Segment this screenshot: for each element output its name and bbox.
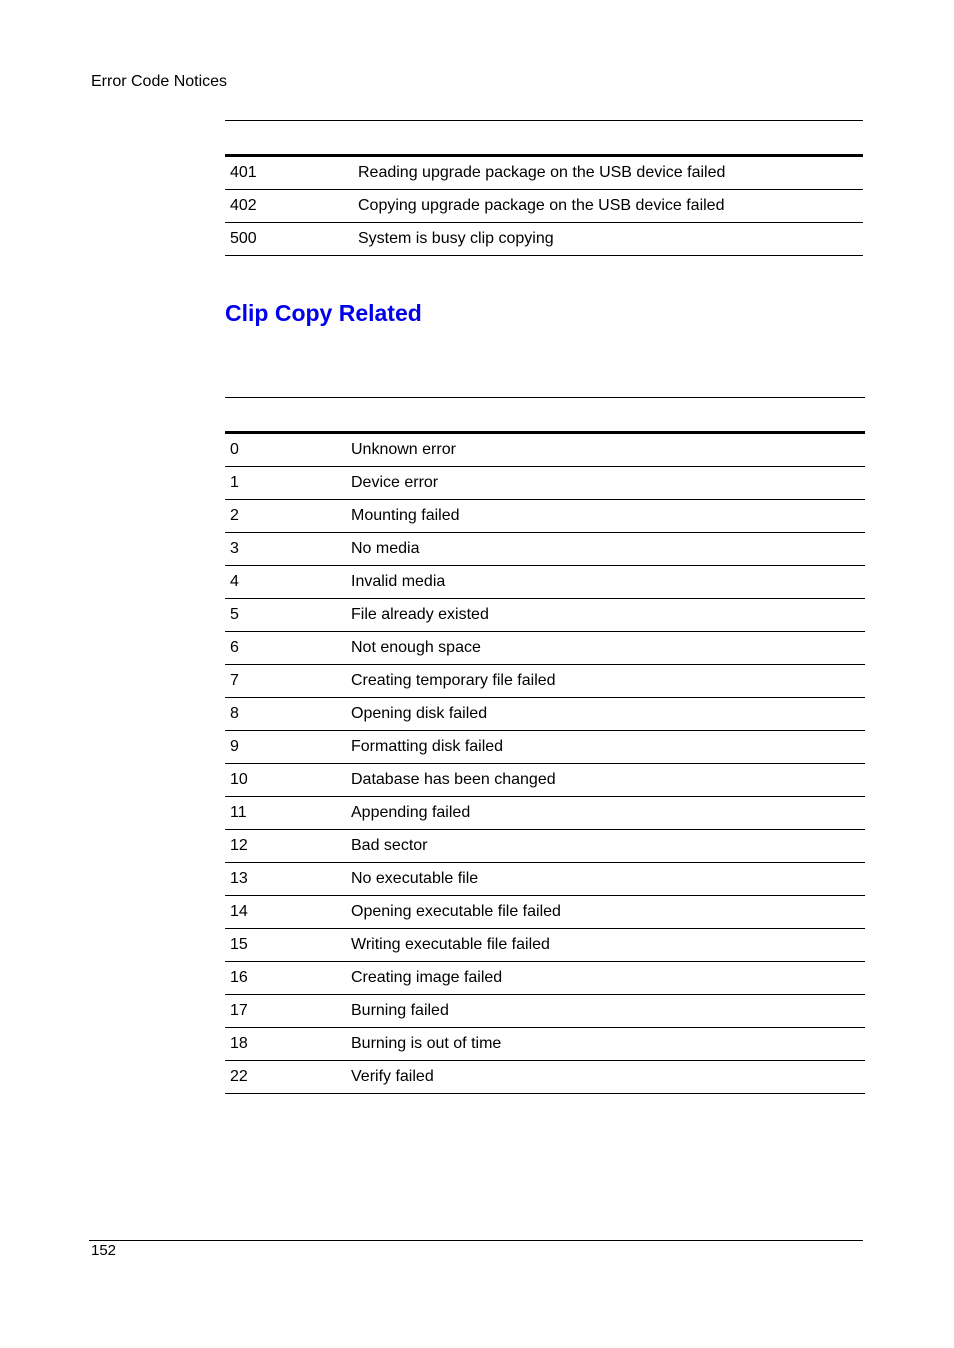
table-row <box>225 962 865 995</box>
table-row <box>225 797 865 830</box>
table-row <box>225 223 863 256</box>
error-description: Appending failed <box>351 804 471 821</box>
running-header: Error Code Notices <box>91 73 228 90</box>
table-row <box>225 995 865 1028</box>
table-row <box>225 731 865 764</box>
table-row <box>225 566 865 599</box>
error-code: 500 <box>230 230 257 247</box>
error-code: 17 <box>230 1002 248 1019</box>
error-description: Creating image failed <box>351 969 503 986</box>
table-row <box>225 698 865 731</box>
error-code: 13 <box>230 870 248 887</box>
error-description: Creating temporary file failed <box>351 672 556 689</box>
table-row <box>225 599 865 632</box>
clip-copy-error-table <box>225 397 865 1094</box>
table-row <box>225 764 865 797</box>
error-code: 0 <box>230 441 239 458</box>
table-row <box>225 863 865 896</box>
error-description: Mounting failed <box>351 507 460 524</box>
table-row <box>225 1061 865 1094</box>
error-code: 401 <box>230 164 257 181</box>
error-description: Bad sector <box>351 837 428 854</box>
error-code: 16 <box>230 969 248 986</box>
error-code: 8 <box>230 705 239 722</box>
error-code: 6 <box>230 639 239 656</box>
footer-rule <box>89 1240 863 1241</box>
table-row <box>225 665 865 698</box>
table-row <box>225 190 863 223</box>
error-code: 9 <box>230 738 239 755</box>
table-row <box>225 500 865 533</box>
error-code: 402 <box>230 197 257 214</box>
table-row <box>225 533 865 566</box>
error-description: Verify failed <box>351 1068 434 1085</box>
error-code: 14 <box>230 903 248 920</box>
error-description: Opening executable file failed <box>351 903 561 920</box>
error-code: 22 <box>230 1068 248 1085</box>
error-description: Burning failed <box>351 1002 449 1019</box>
page-number: 152 <box>91 1242 117 1259</box>
error-description: No executable file <box>351 870 479 887</box>
error-code: 4 <box>230 573 239 590</box>
table-row <box>225 1028 865 1061</box>
error-code: 11 <box>230 804 247 821</box>
table-row <box>225 434 865 467</box>
table-row <box>225 896 865 929</box>
error-description: Unknown error <box>351 441 456 458</box>
error-description: Invalid media <box>351 573 446 590</box>
error-code: 15 <box>230 936 248 953</box>
error-description: Not enough space <box>351 639 481 656</box>
error-code: 2 <box>230 507 239 524</box>
error-code: 3 <box>230 540 239 557</box>
error-description: Opening disk failed <box>351 705 488 722</box>
error-description: Reading upgrade package on the USB device failed <box>358 164 726 181</box>
error-description: Database has been changed <box>351 771 556 788</box>
error-code: 10 <box>230 771 248 788</box>
error-code: 12 <box>230 837 248 854</box>
error-code: 7 <box>230 672 239 689</box>
table-row <box>225 632 865 665</box>
table-row <box>225 157 863 190</box>
error-description: Copying upgrade package on the USB device failed <box>358 197 725 214</box>
error-description: Writing executable file failed <box>351 936 550 953</box>
error-description: Device error <box>351 474 439 491</box>
error-code: 1 <box>230 474 239 491</box>
error-description: Formatting disk failed <box>351 738 504 755</box>
error-description: No media <box>351 540 420 557</box>
error-description: Burning is out of time <box>351 1035 502 1052</box>
error-code: 18 <box>230 1035 248 1052</box>
table-row <box>225 467 865 500</box>
table-row <box>225 929 865 962</box>
error-description: File already existed <box>351 606 489 623</box>
usb-error-table <box>225 120 863 256</box>
table-row <box>225 830 865 863</box>
error-description: System is busy clip copying <box>358 230 554 247</box>
error-code: 5 <box>230 606 239 623</box>
table-header-area <box>225 397 865 431</box>
table-header-area <box>225 120 863 154</box>
section-title: Clip Copy Related <box>225 300 422 326</box>
